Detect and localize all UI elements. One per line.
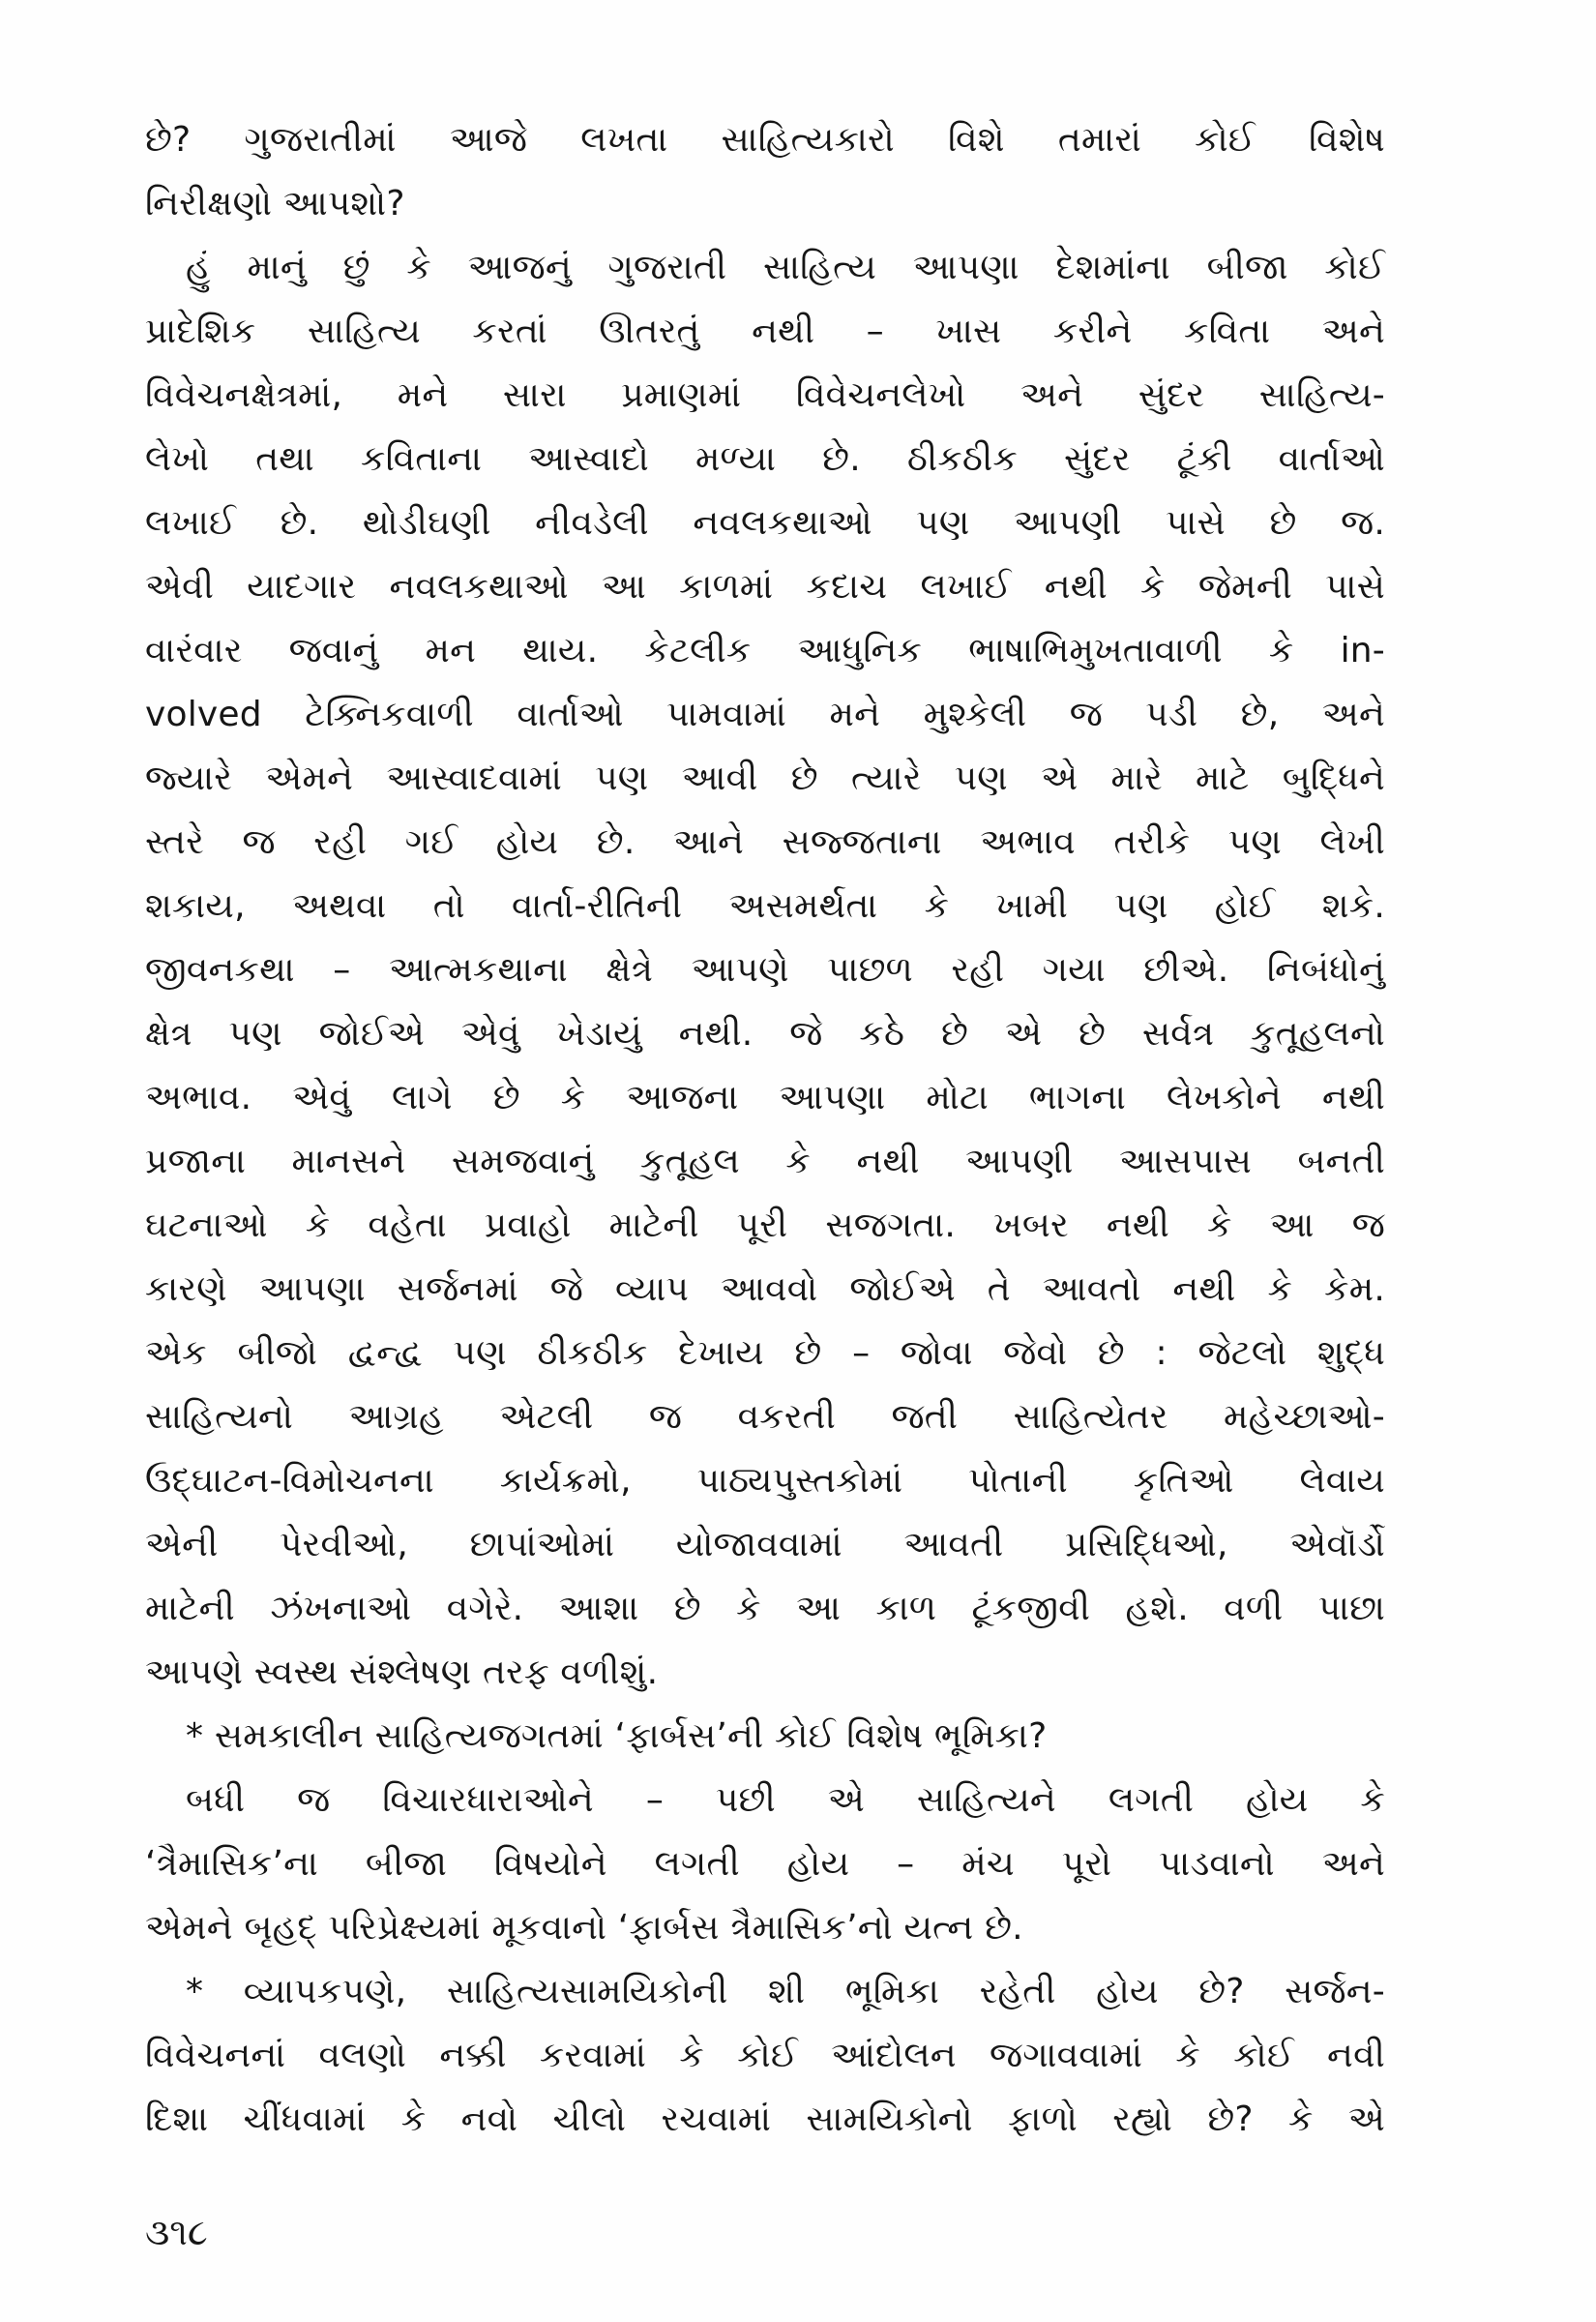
text-line: વિવેચનનાં વલણો નક્કી કરવામાં કે કોઈ આંદોલન જગાવવામાં કે કોઈ નવી	[145, 2036, 1385, 2075]
text-line: લખાઈ છે. થોડીઘણી નીવડેલી નવલકથાઓ પણ આપણી પાસે છે જ.	[145, 503, 1385, 543]
text-line: હું માનું છું કે આજનું ગુજરાતી સાહિત્ય આપણા દેશમાંના બીજા કોઈ	[186, 248, 1385, 287]
text-line: સાહિત્યનો આગ્રહ એટલી જ વકરતી જતી સાહિત્યેતર મહેચ્છાઓ-	[145, 1397, 1385, 1437]
text-line: ઉદ્ઘાટન-વિમોચનના કાર્યક્રમો, પાઠ્યપુસ્તકોમાં પોતાની કૃતિઓ લેવાય	[145, 1461, 1385, 1501]
text-line: એમને બૃહદ્ પરિપ્રેક્ષ્યમાં મૂકવાનો ‘ફાર્બસ ત્રૈમાસિક’નો યત્ન છે.	[145, 1908, 1023, 1948]
text-line: છે? ગુજરાતીમાં આજે લખતા સાહિત્યકારો વિશે તમારાં કોઈ વિશેષ	[145, 120, 1385, 160]
text-line: ‘ત્રૈમાસિક’ના બીજા વિષયોને લગતી હોય – મંચ પૂરો પાડવાનો અને	[145, 1844, 1385, 1884]
text-line: લેખો તથા કવિતાના આસ્વાદો મળ્યા છે. ઠીકઠીક સુંદર ટૂંકી વાર્તાઓ	[145, 439, 1385, 479]
text-line: અભાવ. એવું લાગે છે કે આજના આપણા મોટા ભાગના લેખકોને નથી	[145, 1078, 1385, 1117]
text-line: એવી યાદગાર નવલકથાઓ આ કાળમાં કદાચ લખાઈ નથી કે જેમની પાસે	[145, 567, 1385, 607]
text-line: કારણે આપણા સર્જનમાં જે વ્યાપ આવવો જોઈએ તે આવતો નથી કે કેમ.	[145, 1269, 1385, 1309]
text-line: એક બીજો દ્વન્દ્વ પણ ઠીકઠીક દેખાય છે – જોવા જેવો છે : જેટલો શુદ્ધ	[145, 1333, 1385, 1373]
text-line: સ્તરે જ રહી ગઈ હોય છે. આને સજ્જતાના અભાવ તરીકે પણ લેખી	[145, 822, 1385, 862]
text-line: એની પેરવીઓ, છાપાંઓમાં યોજાવવામાં આવતી પ્રસિદ્ધિઓ, એવૉર્ડો	[145, 1525, 1385, 1564]
text-line: ઘટનાઓ કે વહેતા પ્રવાહો માટેની પૂરી સજગતા. ખબર નથી કે આ જ	[145, 1206, 1385, 1245]
text-line: દિશા ચીંધવામાં કે નવો ચીલો રચવામાં સામયિકોનો ફાળો રહ્યો છે? કે એ	[145, 2099, 1385, 2139]
text-line: વારંવાર જવાનું મન થાય. કેટલીક આધુનિક ભાષાભિમુખતાવાળી કે in-	[145, 631, 1385, 670]
text-line: પ્રાદેશિક સાહિત્ય કરતાં ઊતરતું નથી – ખાસ કરીને કવિતા અને	[145, 312, 1385, 351]
page-number: ૩૧૮	[145, 2211, 208, 2253]
text-line: માટેની ઝંખનાઓ વગેરે. આશા છે કે આ કાળ ટૂંકજીવી હશે. વળી પાછા	[145, 1589, 1385, 1628]
text-line: જ્યારે એમને આસ્વાદવામાં પણ આવી છે ત્યારે પણ એ મારે માટે બુદ્ધિને	[145, 759, 1385, 798]
text-line: ક્ષેત્ર પણ જોઈએ એવું ખેડાયું નથી. જે કઠે છે એ છે સર્વત્ર કુતૂહલનો	[145, 1014, 1385, 1054]
text-line: નિરીક્ષણો આપશો?	[145, 184, 405, 223]
text-line: volved ટેક્નિકવાળી વાર્તાઓ પામવામાં મને મુશ્કેલી જ પડી છે, અને	[145, 695, 1385, 734]
text-line: * વ્યાપકપણે, સાહિત્યસામયિકોની શી ભૂમિકા રહેતી હોય છે? સર્જન-	[186, 1972, 1385, 2011]
text-line: શકાય, અથવા તો વાર્તા-રીતિની અસમર્થતા કે ખામી પણ હોઈ શકે.	[145, 886, 1385, 926]
text-line: * સમકાલીન સાહિત્યજગતમાં ‘ફાર્બસ’ની કોઈ વિશેષ ભૂમિકા?	[186, 1716, 1048, 1756]
text-line: વિવેચનક્ષેત્રમાં, મને સારા પ્રમાણમાં વિવેચનલેખો અને સુંદર સાહિત્ય-	[145, 375, 1385, 415]
text-line: જીવનકથા – આત્મકથાના ક્ષેત્રે આપણે પાછળ રહી ગયા છીએ. નિબંધોનું	[145, 950, 1385, 990]
text-line: પ્રજાના માનસને સમજવાનું કુતૂહલ કે નથી આપણી આસપાસ બનતી	[145, 1142, 1385, 1181]
text-line: બધી જ વિચારધારાઓને – પછી એ સાહિત્યને લગતી હોય કે	[186, 1780, 1385, 1820]
text-block	[145, 108, 1385, 2152]
text-line: આપણે સ્વસ્થ સંશ્લેષણ તરફ વળીશું.	[145, 1652, 659, 1692]
